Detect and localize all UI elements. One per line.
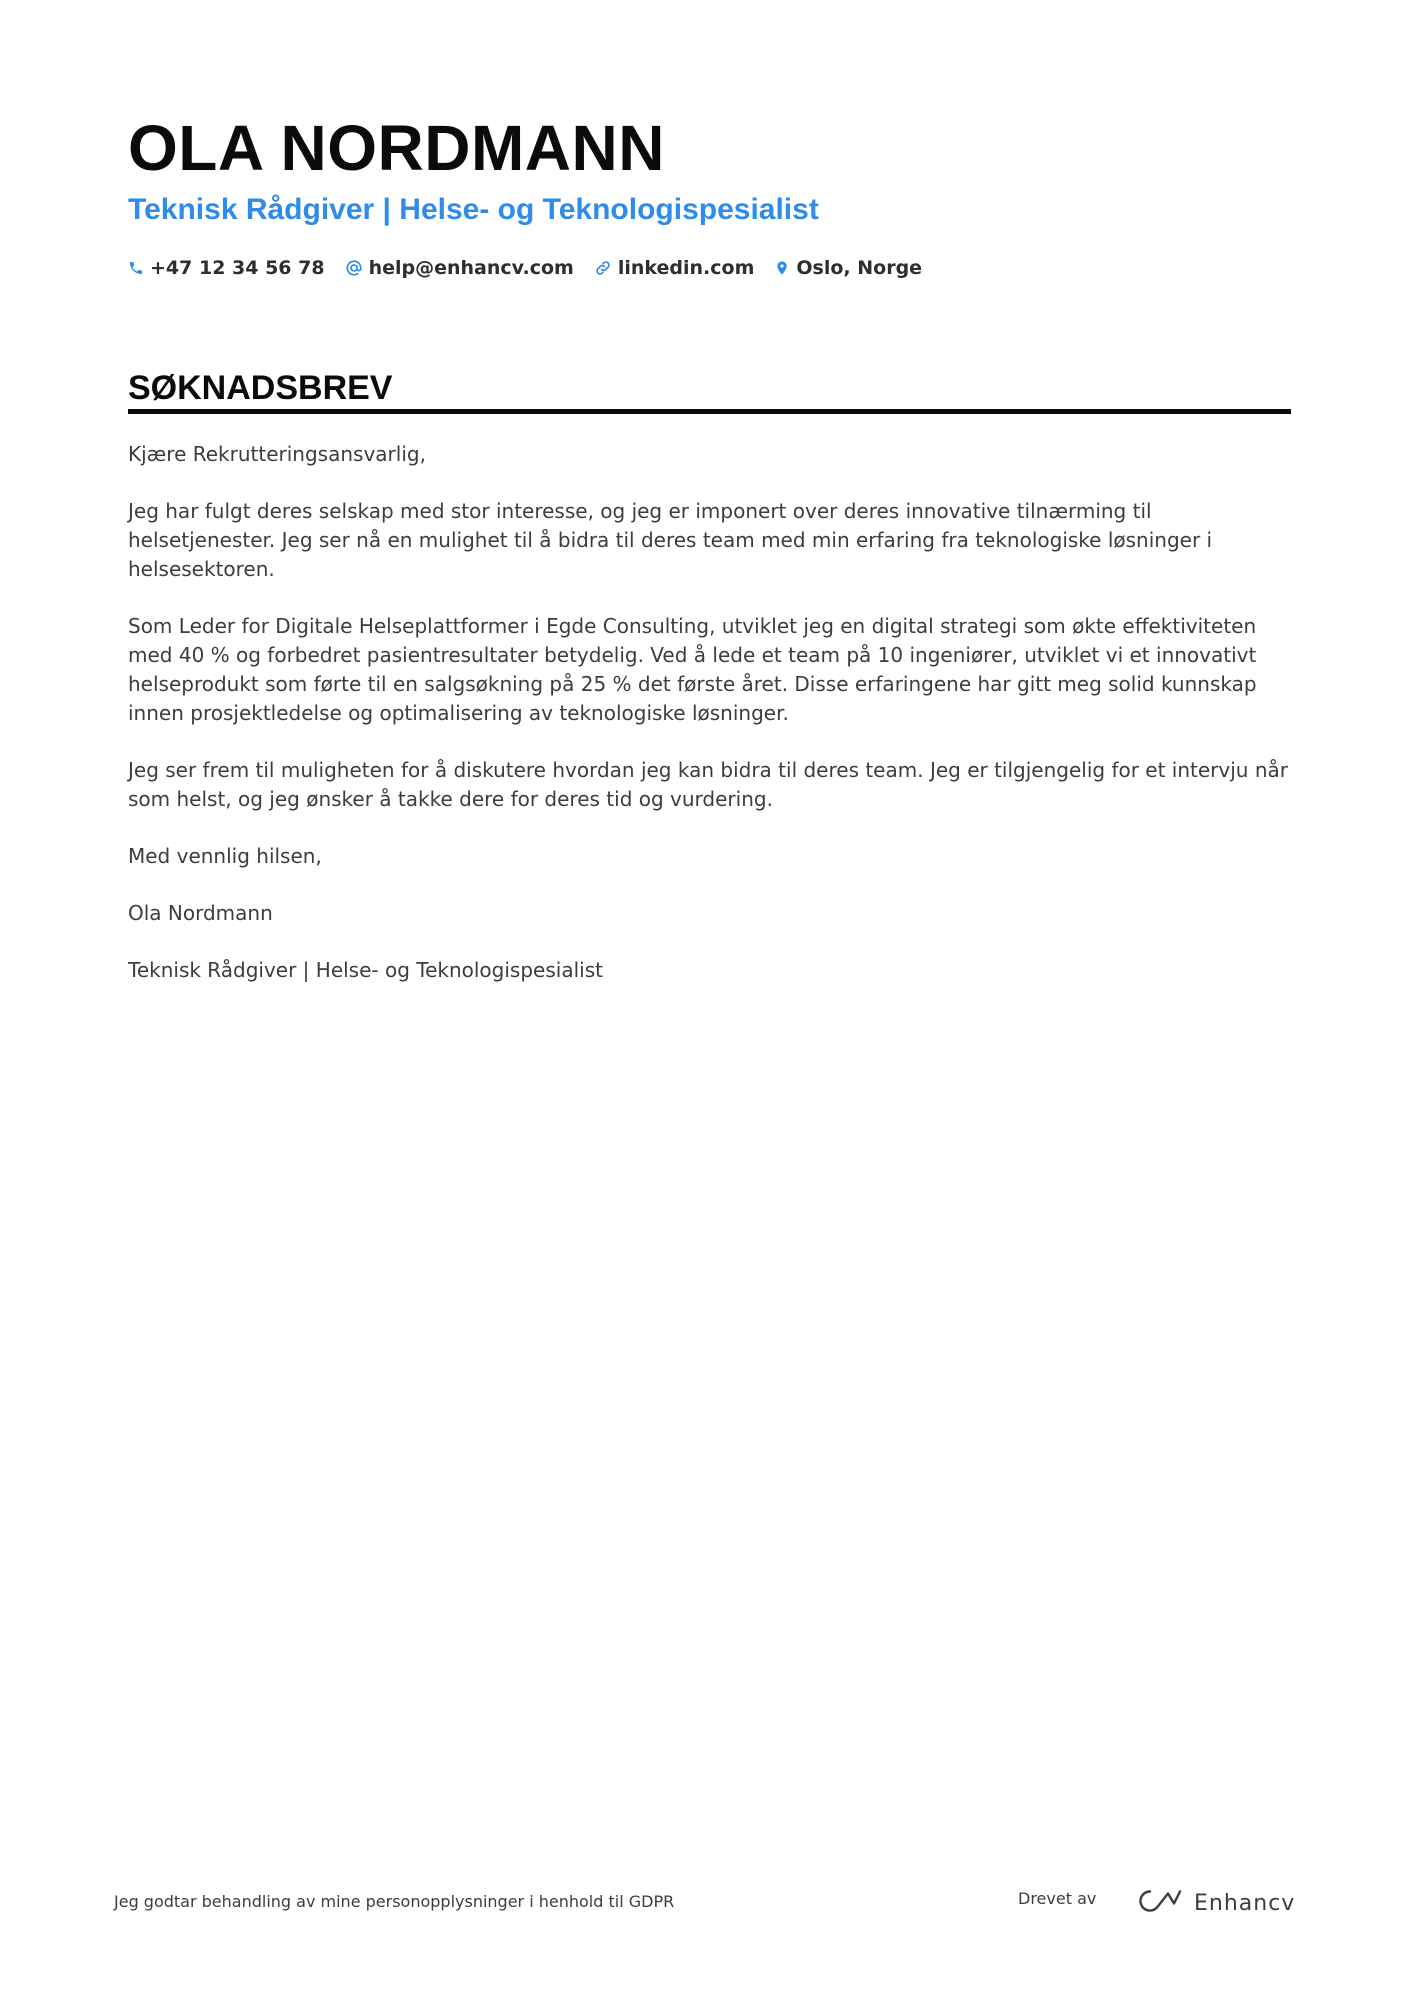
section-divider: [128, 409, 1291, 414]
letter-body: [128, 440, 1291, 1013]
contact-bar: [128, 254, 922, 282]
contact-location: [774, 254, 922, 282]
letter-paragraph: Som Leder for Digitale Helseplattformer i Egde Consulting, utviklet jeg en digital strategi som økte effektiviteten med 40 % og forbedret pasientresultater betydelig. Ved å lede et team på 10 ingeniører, utviklet vi et innovativt helseprodukt som førte til en salgsøkning på 25 % det første året. Disse erfaringene har gitt meg solid kunnskap innen prosjektledelse og optimalisering av teknologiske løsninger.: [128, 614, 1257, 725]
phone-icon: [128, 260, 144, 276]
at-icon: [345, 259, 363, 277]
applicant-name: OLA NORDMANN: [128, 112, 665, 184]
section-title: SØKNADSBREV: [128, 369, 393, 407]
signature-title: Teknisk Rådgiver | Helse- og Teknologispesialist: [128, 958, 603, 982]
letter-greeting: Kjære Rekrutteringsansvarlig,: [128, 442, 426, 466]
contact-phone-text: +47 12 34 56 78: [150, 257, 325, 279]
signature-name: Ola Nordmann: [128, 901, 273, 925]
contact-location-text: Oslo, Norge: [796, 257, 923, 279]
contact-email-text[interactable]: help@enhancv.com: [368, 257, 574, 279]
contact-phone: [128, 254, 325, 282]
contact-linkedin[interactable]: [594, 254, 755, 282]
link-icon: [594, 259, 612, 277]
letter-closing: Med vennlig hilsen,: [128, 844, 322, 868]
enhancv-logo-icon: [1138, 1888, 1184, 1918]
location-pin-icon: [774, 259, 790, 277]
letter-paragraph: Jeg har fulgt deres selskap med stor interesse, og jeg er imponert over deres innovative tilnærming til helsetjenester. Jeg ser nå en mulighet til å bidra til deres team med min erfaring fra teknologiske løsninger i helsesektoren.: [128, 499, 1213, 581]
powered-by-label: Drevet av: [1018, 1889, 1097, 1908]
letter-paragraph: Jeg ser frem til muligheten for å diskutere hvordan jeg kan bidra til deres team. Jeg er tilgjengelig for et intervju når som helst, og jeg ønsker å takke dere for deres tid og vurdering.: [128, 758, 1288, 811]
applicant-title: Teknisk Rådgiver | Helse- og Teknologispesialist: [128, 193, 819, 226]
gdpr-consent-text: Jeg godtar behandling av mine personopplysninger i henhold til GDPR: [114, 1892, 675, 1911]
enhancv-logo[interactable]: [1138, 1888, 1295, 1918]
contact-linkedin-text[interactable]: linkedin.com: [617, 257, 755, 279]
contact-email[interactable]: [345, 254, 574, 282]
enhancv-logo-text: Enhancv: [1194, 1890, 1296, 1916]
